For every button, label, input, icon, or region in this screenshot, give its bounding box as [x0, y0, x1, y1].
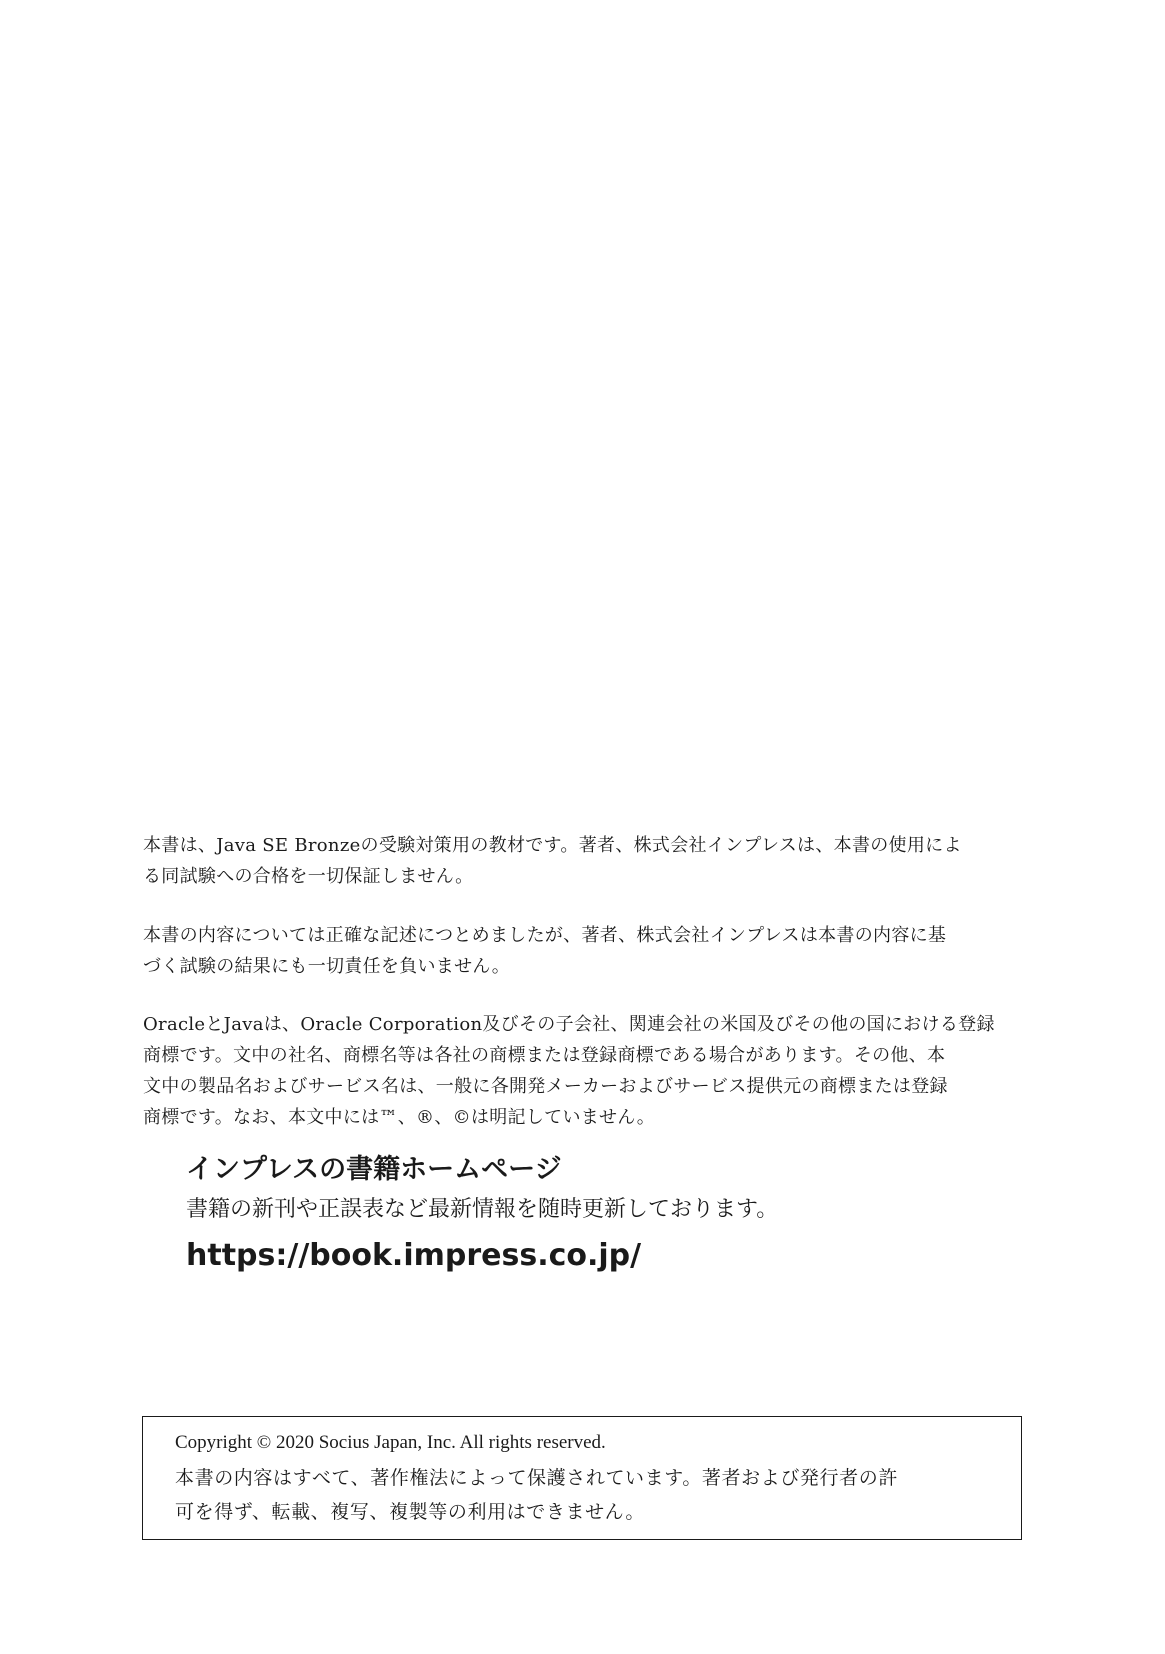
- trademark-line: OracleとJavaは、Oracle Corporation及びその子会社、関連会社の米国及びその他の国における登録: [143, 1014, 995, 1035]
- trademark-paragraph: [143, 1009, 1021, 1133]
- homepage-title: インプレスの書籍ホームページ: [186, 1154, 562, 1185]
- copyright-notice: Copyright © 2020 Socius Japan, Inc. All rights reserved.: [175, 1432, 606, 1453]
- disclaimer-content-paragraph: [143, 920, 1021, 982]
- copyright-box: [142, 1416, 1022, 1540]
- disclaimer-exam-paragraph: [143, 830, 1021, 892]
- disclaimer-exam-line: る同試験への合格を一切保証しません。: [143, 866, 474, 887]
- trademark-line: 商標です。文中の社名、商標名等は各社の商標または登録商標である場合があります。その他、本: [143, 1045, 946, 1066]
- disclaimer-content-line: 本書の内容については正確な記述につとめましたが、著者、株式会社インプレスは本書の内容に基: [143, 925, 947, 946]
- homepage-description: 書籍の新刊や正誤表など最新情報を随時更新しております。: [186, 1197, 779, 1222]
- disclaimer-exam-line: 本書は、Java SE Bronzeの受験対策用の教材です。著者、株式会社インプレスは、本書の使用によ: [143, 835, 962, 856]
- trademark-line: 文中の製品名およびサービス名は、一般に各開発メーカーおよびサービス提供元の商標または登録: [143, 1076, 948, 1097]
- rights-notice-line: 本書の内容はすべて、著作権法によって保護されています。著者および発行者の許: [175, 1467, 898, 1489]
- copyright-box-content: [175, 1429, 995, 1529]
- trademark-line: 商標です。なお、本文中には™、®、©は明記していません。: [143, 1107, 656, 1128]
- homepage-url-link[interactable]: https://book.impress.co.jp/: [186, 1238, 642, 1273]
- disclaimer-content-line: づく試験の結果にも一切責任を負いません。: [143, 956, 511, 977]
- homepage-section: [186, 1152, 986, 1276]
- rights-notice-line: 可を得ず、転載、複写、複製等の利用はできません。: [175, 1501, 646, 1523]
